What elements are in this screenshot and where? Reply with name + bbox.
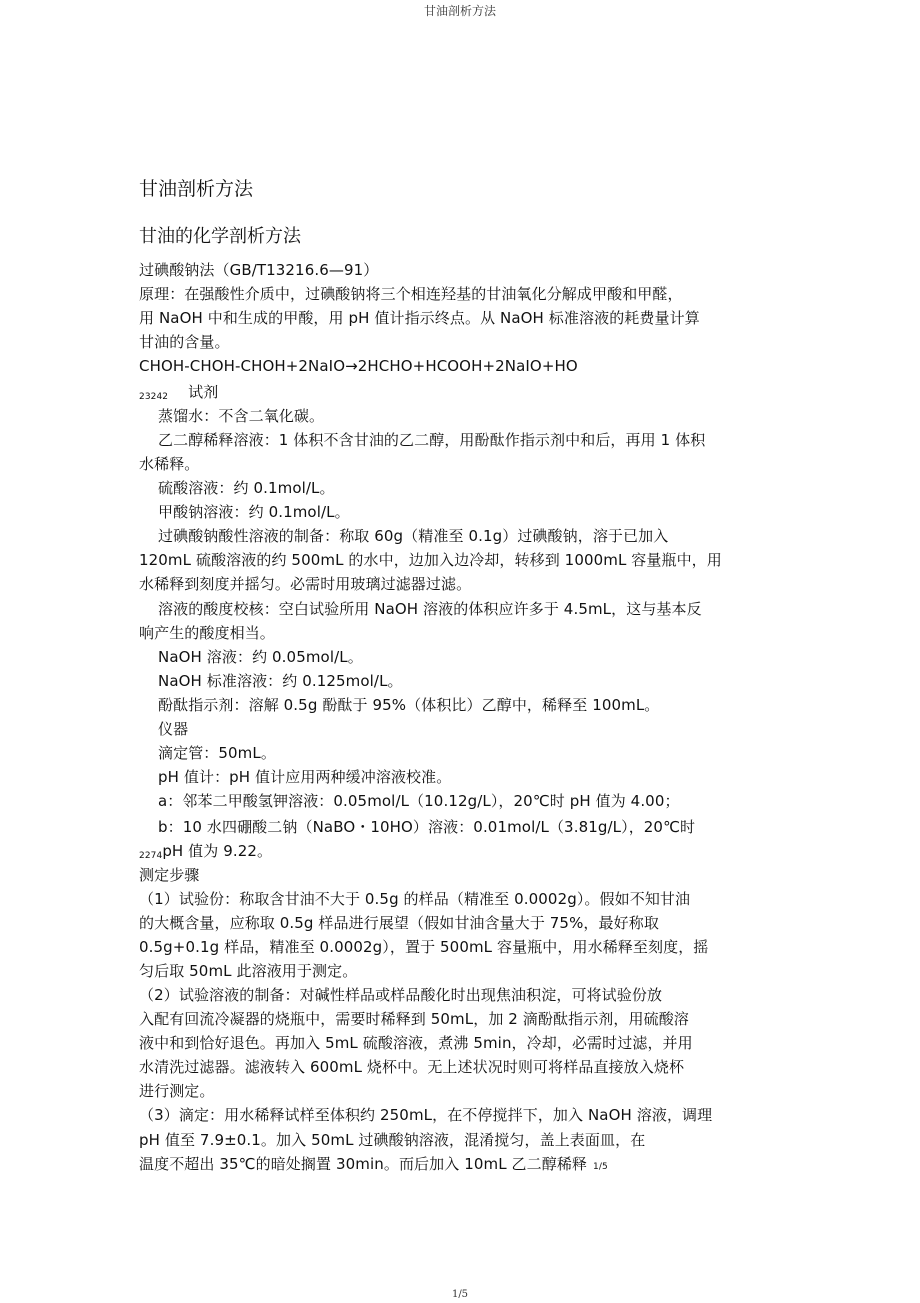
principle-line: 原理：在强酸性介质中，过碘酸钠将三个相连羟基的甘油氧化分解成甲酸和甲醛， xyxy=(139,285,683,303)
procedure-line: 0.5g+0.1g 样品，精准至 0.0002g），置于 500mL 容量瓶中，用水稀释至刻度，摇 xyxy=(139,938,709,956)
buffer-item-cont: pH 值为 9.22。 xyxy=(162,842,273,860)
section-title: 甘油的化学剖析方法 xyxy=(139,226,301,247)
principle-line: 甘油的含量。 xyxy=(139,333,230,351)
reaction-equation: CHOH-CHOH-CHOH+2NaIO→2HCHO+HCOOH+2NaIO+HO xyxy=(139,357,578,375)
reagent-item: NaOH 溶液：约 0.05mol/L。 xyxy=(158,648,363,666)
reagents-heading: 试剂 xyxy=(188,383,219,401)
document-title: 甘油剖析方法 xyxy=(139,178,254,200)
procedure-line: 匀后取 50mL 此溶液用于测定。 xyxy=(139,962,358,980)
procedure-last-row xyxy=(139,1155,608,1176)
reagent-item-cont: 响产生的酸度相当。 xyxy=(139,624,275,642)
procedure-line: （3）滴定：用水稀释试样至体积约 250mL，在不停搅拌下，加入 NaOH 溶液，调理 xyxy=(139,1106,713,1124)
apparatus-heading: 仪器 xyxy=(158,720,189,738)
subscript-digits: 2274 xyxy=(139,851,163,861)
reagent-item: 硫酸溶液：约 0.1mol/L。 xyxy=(158,479,335,497)
procedure-line: pH 值至 7.9±0.1。加入 50mL 过碘酸钠溶液，混淆搅匀，盖上表面皿，在 xyxy=(139,1131,646,1149)
reagent-item-cont: 120mL 硫酸溶液的约 500mL 的水中，边加入边冷却，转移到 1000mL 容量瓶中，用 xyxy=(139,551,722,569)
procedure-line: 的大概含量，应称取 0.5g 样品进行展望（假如甘油含量大于 75%，最好称取 xyxy=(139,914,659,932)
apparatus-item: 滴定管：50mL。 xyxy=(158,744,276,762)
page-number: 1/5 xyxy=(451,1289,469,1300)
procedure-line: （2）试验溶液的制备：对碱性样品或样品酸化时出现焦油积淀，可将试验份放 xyxy=(139,986,663,1004)
inline-page-number: 1/5 xyxy=(593,1162,608,1172)
procedure-line: 入配有回流冷凝器的烧瓶中，需要时稀释到 50mL，加 2 滴酚酞指示剂，用硫酸溶 xyxy=(139,1010,689,1028)
reagent-item: 蒸馏水：不含二氧化碳。 xyxy=(158,407,325,425)
reagent-item: 甲酸钠溶液：约 0.1mol/L。 xyxy=(158,503,350,521)
reagents-heading-row xyxy=(139,383,218,404)
reagent-item: 溶液的酸度校核：空白试验所用 NaOH 溶液的体积应许多于 4.5mL，这与基本反 xyxy=(158,600,702,618)
buffer-item: b：10 水四硼酸二钠（NaBO・10HO）溶液：0.01mol/L（3.81g/L），20℃时 xyxy=(158,818,696,836)
procedure-line: 液中和到恰好退色。再加入 5mL 硫酸溶液，煮沸 5min，冷却，必需时过滤，并用 xyxy=(139,1034,693,1052)
reagent-item: 乙二醇稀释溶液：1 体积不含甘油的乙二醇，用酚酞作指示剂中和后，再用 1 体积 xyxy=(158,431,706,449)
buffer-item: a：邻苯二甲酸氢钾溶液：0.05mol/L（10.12g/L），20℃时 pH 值为 4.00； xyxy=(158,792,680,810)
procedure-line: 水清洗过滤器。滤液转入 600mL 烧杯中。无上述状况时则可将样品直接放入烧杯 xyxy=(139,1058,685,1076)
procedure-line: 进行测定。 xyxy=(139,1082,215,1100)
reagent-item-cont: 水稀释到刻度并摇匀。必需时用玻璃过滤器过滤。 xyxy=(139,575,472,593)
procedure-line: （1）试验份：称取含甘油不大于 0.5g 的样品（精准至 0.0002g）。假如不知甘油 xyxy=(139,890,691,908)
subscript-digits: 23242 xyxy=(139,392,169,402)
apparatus-item: pH 值计：pH 值计应用两种缓冲溶液校准。 xyxy=(158,768,452,786)
method-heading: 过碘酸钠法（GB/T13216.6—91） xyxy=(139,261,379,279)
principle-line: 用 NaOH 中和生成的甲酸，用 pH 值计指示终点。从 NaOH 标准溶液的耗费量计算 xyxy=(139,309,700,327)
procedure-heading: 测定步骤 xyxy=(139,866,200,884)
reagent-item: NaOH 标准溶液：约 0.125mol/L。 xyxy=(158,672,403,690)
running-header: 甘油剖析方法 xyxy=(423,4,496,18)
procedure-line: 温度不超出 35℃的暗处搁置 30min。而后加入 10mL 乙二醇稀释 xyxy=(139,1155,588,1173)
reagent-item: 酚酞指示剂：溶解 0.5g 酚酞于 95%（体积比）乙醇中，稀释至 100mL。 xyxy=(158,696,660,714)
reagent-item-cont: 水稀释。 xyxy=(139,455,200,473)
reagent-item: 过碘酸钠酸性溶液的制备：称取 60g（精准至 0.1g）过碘酸钠，溶于已加入 xyxy=(158,527,669,545)
buffer-item-cont-row xyxy=(139,842,272,863)
